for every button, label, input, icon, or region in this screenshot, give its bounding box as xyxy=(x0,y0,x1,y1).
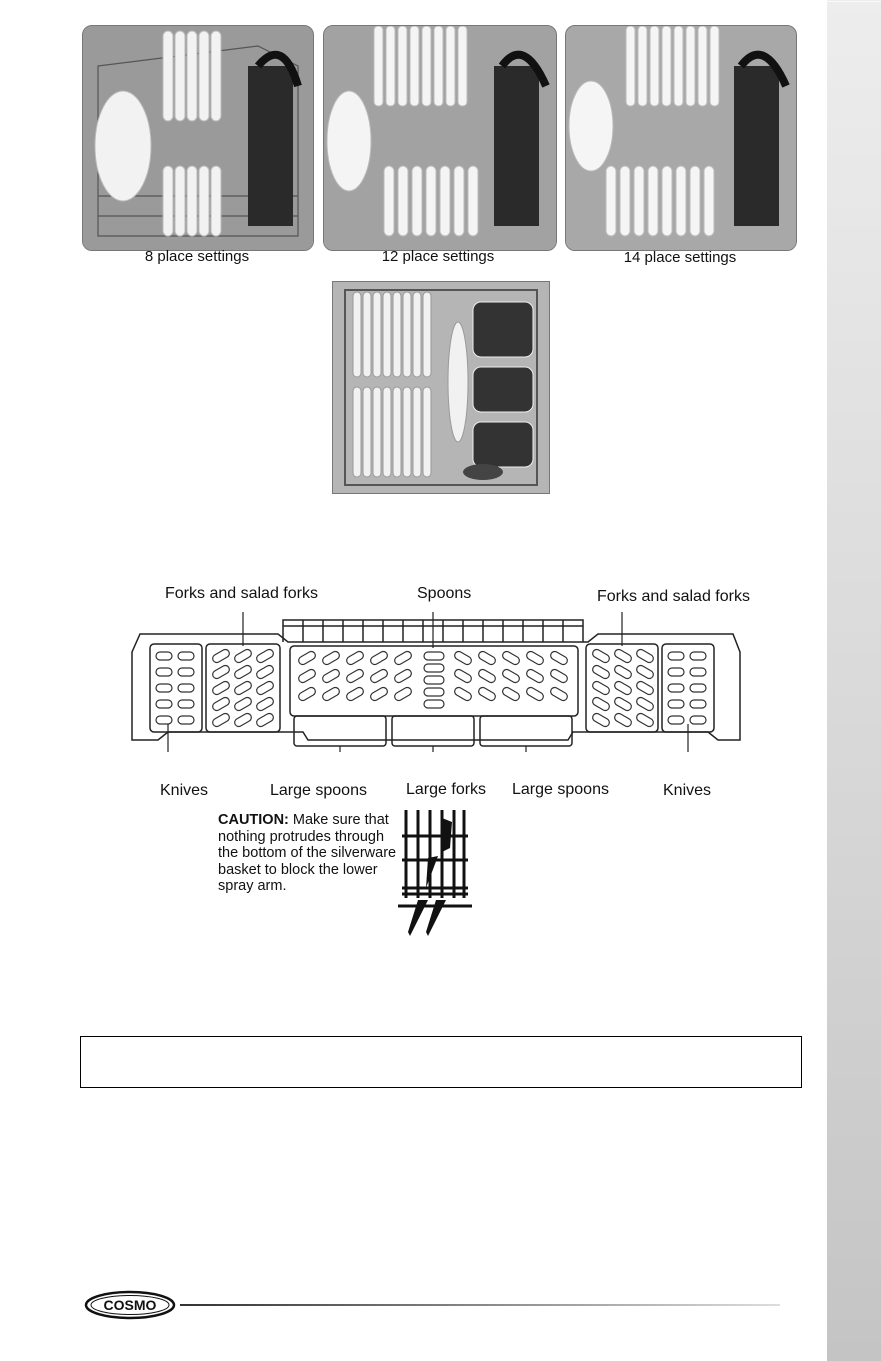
label-forks-and-salad-forks-left: Forks and salad forks xyxy=(165,585,318,602)
label-knives-left: Knives xyxy=(160,782,209,799)
label-large-forks: Large forks xyxy=(406,781,487,798)
protrusion-warning-illustration xyxy=(398,808,472,938)
footer-rule xyxy=(180,1304,780,1306)
photo-14-place-settings xyxy=(565,25,797,251)
photo-rack-top-view xyxy=(332,281,550,494)
silverware-basket-diagram xyxy=(128,612,748,752)
note-box xyxy=(80,1036,802,1088)
label-large-spoons-right: Large spoons xyxy=(512,781,609,798)
dish-rack-image xyxy=(566,26,796,250)
caption-12-place-settings: 12 place settings xyxy=(381,248,495,265)
photo-12-place-settings xyxy=(323,25,557,251)
page-edge-strip xyxy=(827,0,881,1361)
label-forks-and-salad-forks-right: Forks and salad forks xyxy=(597,588,750,605)
label-spoons: Spoons xyxy=(417,585,472,602)
caution-text: Make sure that nothing protrudes through the bottom of the silverware basket to block the lower spray arm. xyxy=(218,812,397,894)
caution-note xyxy=(218,812,398,895)
photo-8-place-settings xyxy=(82,25,314,251)
caption-14-place-settings: 14 place settings xyxy=(623,249,737,266)
dish-rack-image xyxy=(324,26,556,250)
cosmo-logo xyxy=(84,1290,176,1320)
logo-text: COSMO xyxy=(103,1297,157,1313)
label-knives-right: Knives xyxy=(663,782,712,799)
label-large-spoons-left: Large spoons xyxy=(270,782,367,799)
dish-rack-image xyxy=(83,26,313,250)
rack-top-view-image xyxy=(333,282,549,493)
caution-heading: CAUTION: xyxy=(218,812,289,828)
caption-8-place-settings: 8 place settings xyxy=(144,248,250,265)
